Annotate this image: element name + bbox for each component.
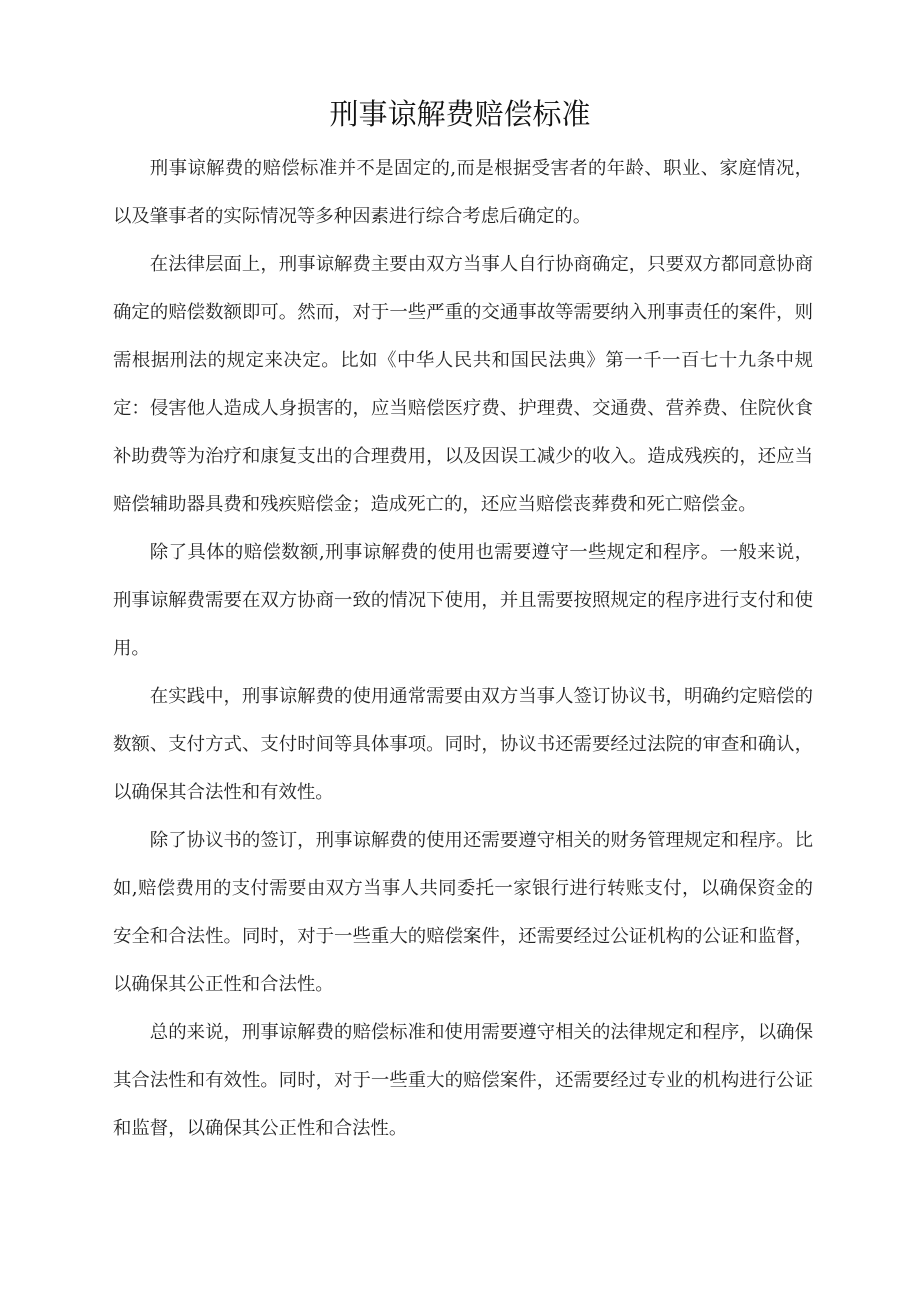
paragraph-2: 在法律层面上，刑事谅解费主要由双方当事人自行协商确定，只要双方都同意协商确定的赔偿数额即可。然而，对于一些严重的交通事故等需要纳入刑事责任的案件，则需根据刑法的规定来决定。比如《中华人民共和国民法典》第一千一百七十九条中规定：侵害他人造成人身损害的，应当赔偿医疗费、护理费、交通费、营养费、住院伙食补助费等为治疗和康复支出的合理费用，以及因误工减少的收入。造成残疾的，还应当赔偿辅助器具费和残疾赔偿金；造成死亡的，还应当赔偿丧葬费和死亡赔偿金。 — [113, 254, 813, 515]
document-body — [113, 145, 813, 1153]
paragraph-5: 除了协议书的签订，刑事谅解费的使用还需要遵守相关的财务管理规定和程序。比如,赔偿费用的支付需要由双方当事人共同委托一家银行进行转账支付，以确保资金的安全和合法性。同时，对于一些重大的赔偿案件，还需要经过公证机构的公证和监督，以确保其公正性和合法性。 — [113, 830, 813, 995]
document-title: 刑事谅解费赔偿标准 — [329, 97, 591, 131]
paragraph-6: 总的来说，刑事谅解费的赔偿标准和使用需要遵守相关的法律规定和程序，以确保其合法性和有效性。同时，对于一些重大的赔偿案件，还需要经过专业的机构进行公证和监督，以确保其公正性和合法性。 — [113, 1022, 813, 1139]
paragraph-1: 刑事谅解费的赔偿标准并不是固定的,而是根据受害者的年龄、职业、家庭情况，以及肇事者的实际情况等多种因素进行综合考虑后确定的。 — [113, 158, 813, 227]
paragraph-3: 除了具体的赔偿数额,刑事谅解费的使用也需要遵守一些规定和程序。一般来说，刑事谅解费需要在双方协商一致的情况下使用，并且需要按照规定的程序进行支付和使用。 — [113, 542, 813, 659]
paragraph-4: 在实践中，刑事谅解费的使用通常需要由双方当事人签订协议书，明确约定赔偿的数额、支付方式、支付时间等具体事项。同时，协议书还需要经过法院的审查和确认，以确保其合法性和有效性。 — [113, 686, 813, 803]
